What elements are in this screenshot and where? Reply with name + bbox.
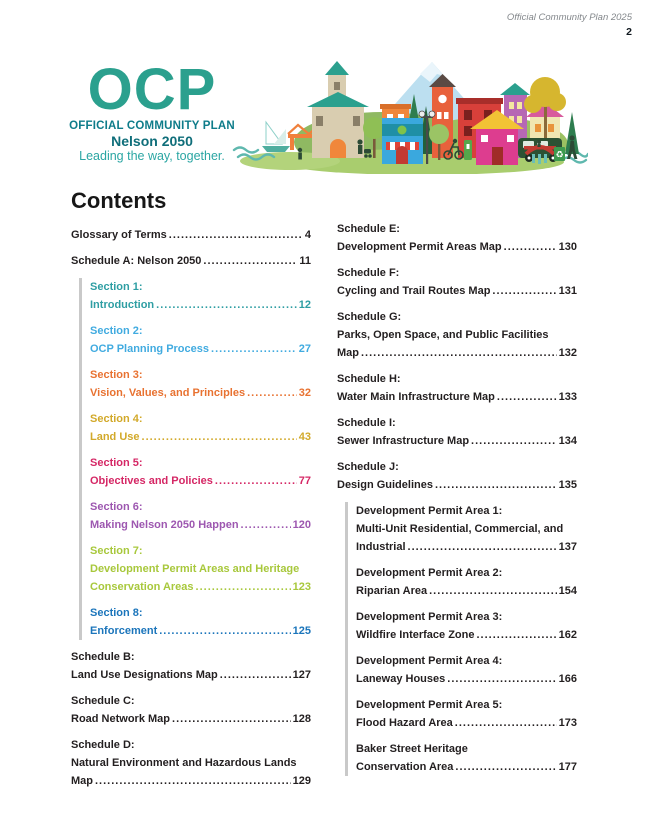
table-of-contents [71,220,577,798]
toc-entry-label: Riparian Area [356,585,428,597]
toc-page-number: 11 [299,255,311,267]
page-number: 2 [626,26,632,38]
toc-entry[interactable] [71,226,311,244]
toc-entry-label: Glossary of Terms [71,229,167,241]
toc-page-number: 32 [298,387,311,399]
dot-leader [159,622,290,640]
dot-leader [408,538,557,556]
toc-entry-label: Schedule F: [337,267,400,279]
toc-entry[interactable] [90,604,311,640]
dot-leader [241,516,291,534]
toc-entry[interactable] [90,410,311,446]
toc-entry-label: Laneway Houses [356,673,446,685]
toc-entry[interactable] [337,458,577,494]
toc-entry[interactable] [90,498,311,534]
ev-charger-icon [464,140,472,160]
toc-entry-label: Development Permit Area 2: [356,567,503,579]
toc-entry[interactable] [90,454,311,490]
toc-entry[interactable] [337,220,577,256]
toc-left-column [71,220,311,798]
document-title: Official Community Plan 2025 [506,12,632,23]
toc-page-number: 130 [558,241,577,253]
toc-entry-label: Section 3: [90,369,143,381]
toc-page-number: 177 [558,761,577,773]
dot-leader [361,344,557,362]
toc-entry-label: Objectives and Policies [90,475,213,487]
toc-entry-label: Vision, Values, and Principles [90,387,246,399]
toc-entry-label: Land Use [90,431,140,443]
toc-entry[interactable] [71,648,311,684]
toc-entry-label: Multi-Unit Residential, Commercial, and [356,523,564,535]
toc-entry[interactable] [337,414,577,450]
toc-entry-label: Cycling and Trail Routes Map [337,285,491,297]
toc-entry[interactable] [356,740,577,776]
toc-entry[interactable] [356,652,577,688]
dot-leader [447,670,556,688]
dot-leader [504,238,557,256]
recycle-icon [554,147,565,161]
toc-entry-label: Parks, Open Space, and Public Facilities [337,329,549,341]
toc-entry[interactable] [90,278,311,314]
dot-leader [211,340,297,358]
toc-page-number: 132 [558,347,577,359]
toc-entry[interactable] [90,542,311,596]
toc-entry-label: Making Nelson 2050 Happen [90,519,239,531]
toc-page-number: 123 [292,581,311,593]
toc-indented-group [79,278,311,640]
toc-entry-label: Schedule C: [71,695,135,707]
toc-group [337,220,577,494]
dot-leader [215,472,297,490]
toc-page-number: 166 [558,673,577,685]
toc-entry-label: Section 6: [90,501,143,513]
storefront-icon [382,118,423,164]
logo-title: OFFICIAL COMMUNITY PLAN [69,120,235,133]
toc-right-column [337,220,577,798]
toc-entry-label: Industrial [356,541,406,553]
contents-heading: Contents [71,188,167,213]
toc-entry-label: Schedule J: [337,461,399,473]
toc-entry-label: Design Guidelines [337,479,433,491]
dot-leader [455,758,556,776]
toc-page-number: 137 [558,541,577,553]
toc-entry[interactable] [71,692,311,728]
toc-entry[interactable] [337,370,577,406]
dot-leader [492,282,556,300]
toc-entry-label: Schedule G: [337,311,402,323]
toc-page-number: 134 [558,435,577,447]
toc-entry-label: Map [337,347,359,359]
logo-subtitle: Nelson 2050 [111,133,193,150]
toc-entry-label: Flood Hazard Area [356,717,453,729]
toc-entry-label: Schedule E: [337,223,400,235]
dot-leader [172,710,291,728]
toc-entry-label: Road Network Map [71,713,171,725]
toc-page-number: 43 [298,431,311,443]
toc-entry-label: Schedule B: [71,651,135,663]
toc-entry-label: Section 2: [90,325,143,337]
toc-entry-label: Conservation Area [356,761,454,773]
toc-entry-label: Section 5: [90,457,143,469]
toc-entry-label: Water Main Infrastructure Map [337,391,495,403]
toc-entry-label: Schedule A: Nelson 2050 [71,255,202,267]
toc-page-number: 12 [298,299,311,311]
toc-entry[interactable] [337,308,577,362]
toc-entry[interactable] [356,502,577,556]
toc-entry[interactable] [71,736,311,790]
page-header [507,12,632,38]
toc-entry-label: Development Permit Areas and Heritage [90,563,300,575]
logo-tagline: Leading the way, together. [79,149,225,164]
toc-page-number: 77 [298,475,311,487]
toc-entry-label: Sewer Infrastructure Map [337,435,470,447]
dot-leader [429,582,557,600]
toc-entry-label: Wildfire Interface Zone [356,629,475,641]
dot-leader [169,226,303,244]
dot-leader [455,714,557,732]
toc-page-number: 127 [292,669,311,681]
toc-entry-label: Development Permit Area 4: [356,655,503,667]
toc-entry-label: Section 1: [90,281,143,293]
dot-leader [220,666,291,684]
toc-page-number: 129 [292,775,311,787]
sailboat-icon [262,122,290,152]
toc-entry[interactable] [356,608,577,644]
toc-entry-label: Map [71,775,93,787]
toc-entry-label: Baker Street Heritage [356,743,468,755]
dot-leader [142,428,297,446]
toc-page-number: 125 [292,625,311,637]
toc-group [71,648,311,790]
dot-leader [476,626,556,644]
toc-entry-label: Development Permit Area 3: [356,611,503,623]
toc-indented-group [345,502,577,776]
svg-text:♻: ♻ [555,150,564,161]
toc-entry-label: Section 7: [90,545,143,557]
dot-leader [196,578,291,596]
community-illustration [232,54,588,174]
toc-page-number: 133 [558,391,577,403]
toc-entry-label: Development Permit Areas Map [337,241,502,253]
toc-entry-label: Schedule D: [71,739,135,751]
toc-entry-label: Conservation Areas [90,581,194,593]
toc-entry[interactable] [337,264,577,300]
toc-entry-label: OCP Planning Process [90,343,210,355]
toc-page-number: 27 [298,343,311,355]
toc-entry[interactable] [90,322,311,358]
toc-entry[interactable] [90,366,311,402]
toc-entry-label: Section 8: [90,607,143,619]
dot-leader [435,476,557,494]
toc-entry-label: Schedule H: [337,373,401,385]
toc-entry-label: Land Use Designations Map [71,669,218,681]
toc-entry-label: Development Permit Area 5: [356,699,503,711]
dot-leader [497,388,557,406]
toc-page-number: 135 [558,479,577,491]
toc-page-number: 154 [558,585,577,597]
toc-entry-label: Enforcement [90,625,158,637]
toc-entry[interactable] [356,696,577,732]
dot-leader [247,384,297,402]
toc-entry-label: Schedule I: [337,417,396,429]
toc-page-number: 120 [292,519,311,531]
dot-leader [95,772,291,790]
ocp-logo [68,57,236,164]
toc-entry-label: Development Permit Area 1: [356,505,503,517]
toc-page-number: 162 [558,629,577,641]
toc-page-number: 4 [304,229,311,241]
toc-entry[interactable] [356,564,577,600]
toc-page-number: 128 [292,713,311,725]
toc-entry-label: Natural Environment and Hazardous Lands [71,757,297,769]
toc-page-number: 173 [558,717,577,729]
toc-group [71,226,311,270]
logo-acronym: OCP [87,57,217,122]
dot-leader [203,252,297,270]
toc-page-number: 131 [558,285,577,297]
toc-entry-label: Introduction [90,299,155,311]
toc-entry[interactable] [71,252,311,270]
dot-leader [156,296,297,314]
dot-leader [471,432,557,450]
toc-entry-label: Section 4: [90,413,143,425]
